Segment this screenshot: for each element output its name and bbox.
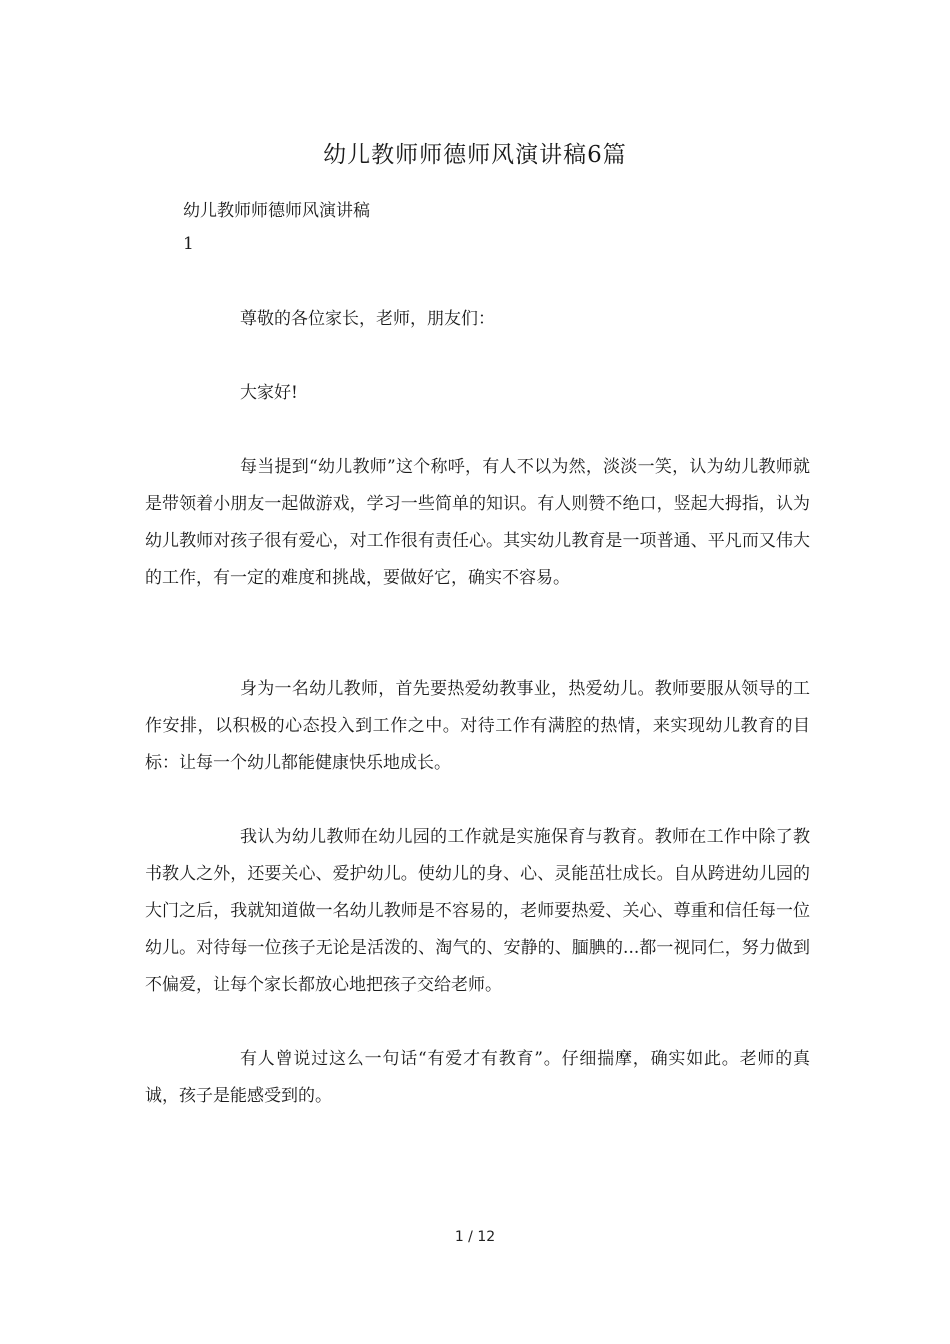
salutation-paragraph: 尊敬的各位家长，老师，朋友们： (240, 309, 495, 329)
greeting-paragraph: 大家好! (240, 383, 298, 403)
body-paragraph: 每当提到“幼儿教师”这个称呼，有人不以为然，淡淡一笑，认为幼儿教师就是带领着小朋友一起做游戏，学习一些简单的知识。有人则赞不绝口，竖起大拇指，认为幼儿教师对孩子很有爱心，对工作很有责任心。其实幼儿教育是一项普通、平凡而又伟大的工作，有一定的难度和挑战，要做好它，确实不容易。 (145, 457, 810, 588)
body-paragraph: 我认为幼儿教师在幼儿园的工作就是实施保育与教育。教师在工作中除了教书教人之外，还要关心、爱护幼儿。使幼儿的身、心、灵能茁壮成长。自从跨进幼儿园的大门之后，我就知道做一名幼儿教师是不容易的，老师要热爱、关心、尊重和信任每一位幼儿。对待每一位孩子无论是活泼的、淘气的、安静的、腼腆的...都一视同仁，努力做到不偏爱，让每个家长都放心地把孩子交给老师。 (145, 827, 810, 995)
body-paragraph: 有人曾说过这么一句话“有爱才有教育”。仔细揣摩，确实如此。老师的真诚，孩子是能感受到的。 (145, 1049, 810, 1106)
document-subtitle: 幼儿教师师德师风演讲稿 (183, 201, 370, 221)
document-subtitle-number: 1 (183, 234, 194, 254)
body-paragraph: 身为一名幼儿教师，首先要热爱幼教事业，热爱幼儿。教师要服从领导的工作安排，以积极的心态投入到工作之中。对待工作有满腔的热情，来实现幼儿教育的目标：让每一个幼儿都能健康快乐地成长。 (145, 679, 810, 773)
page-indicator: 1 / 12 (454, 1229, 496, 1245)
document-title: 幼儿教师师德师风演讲稿6篇 (323, 142, 627, 168)
